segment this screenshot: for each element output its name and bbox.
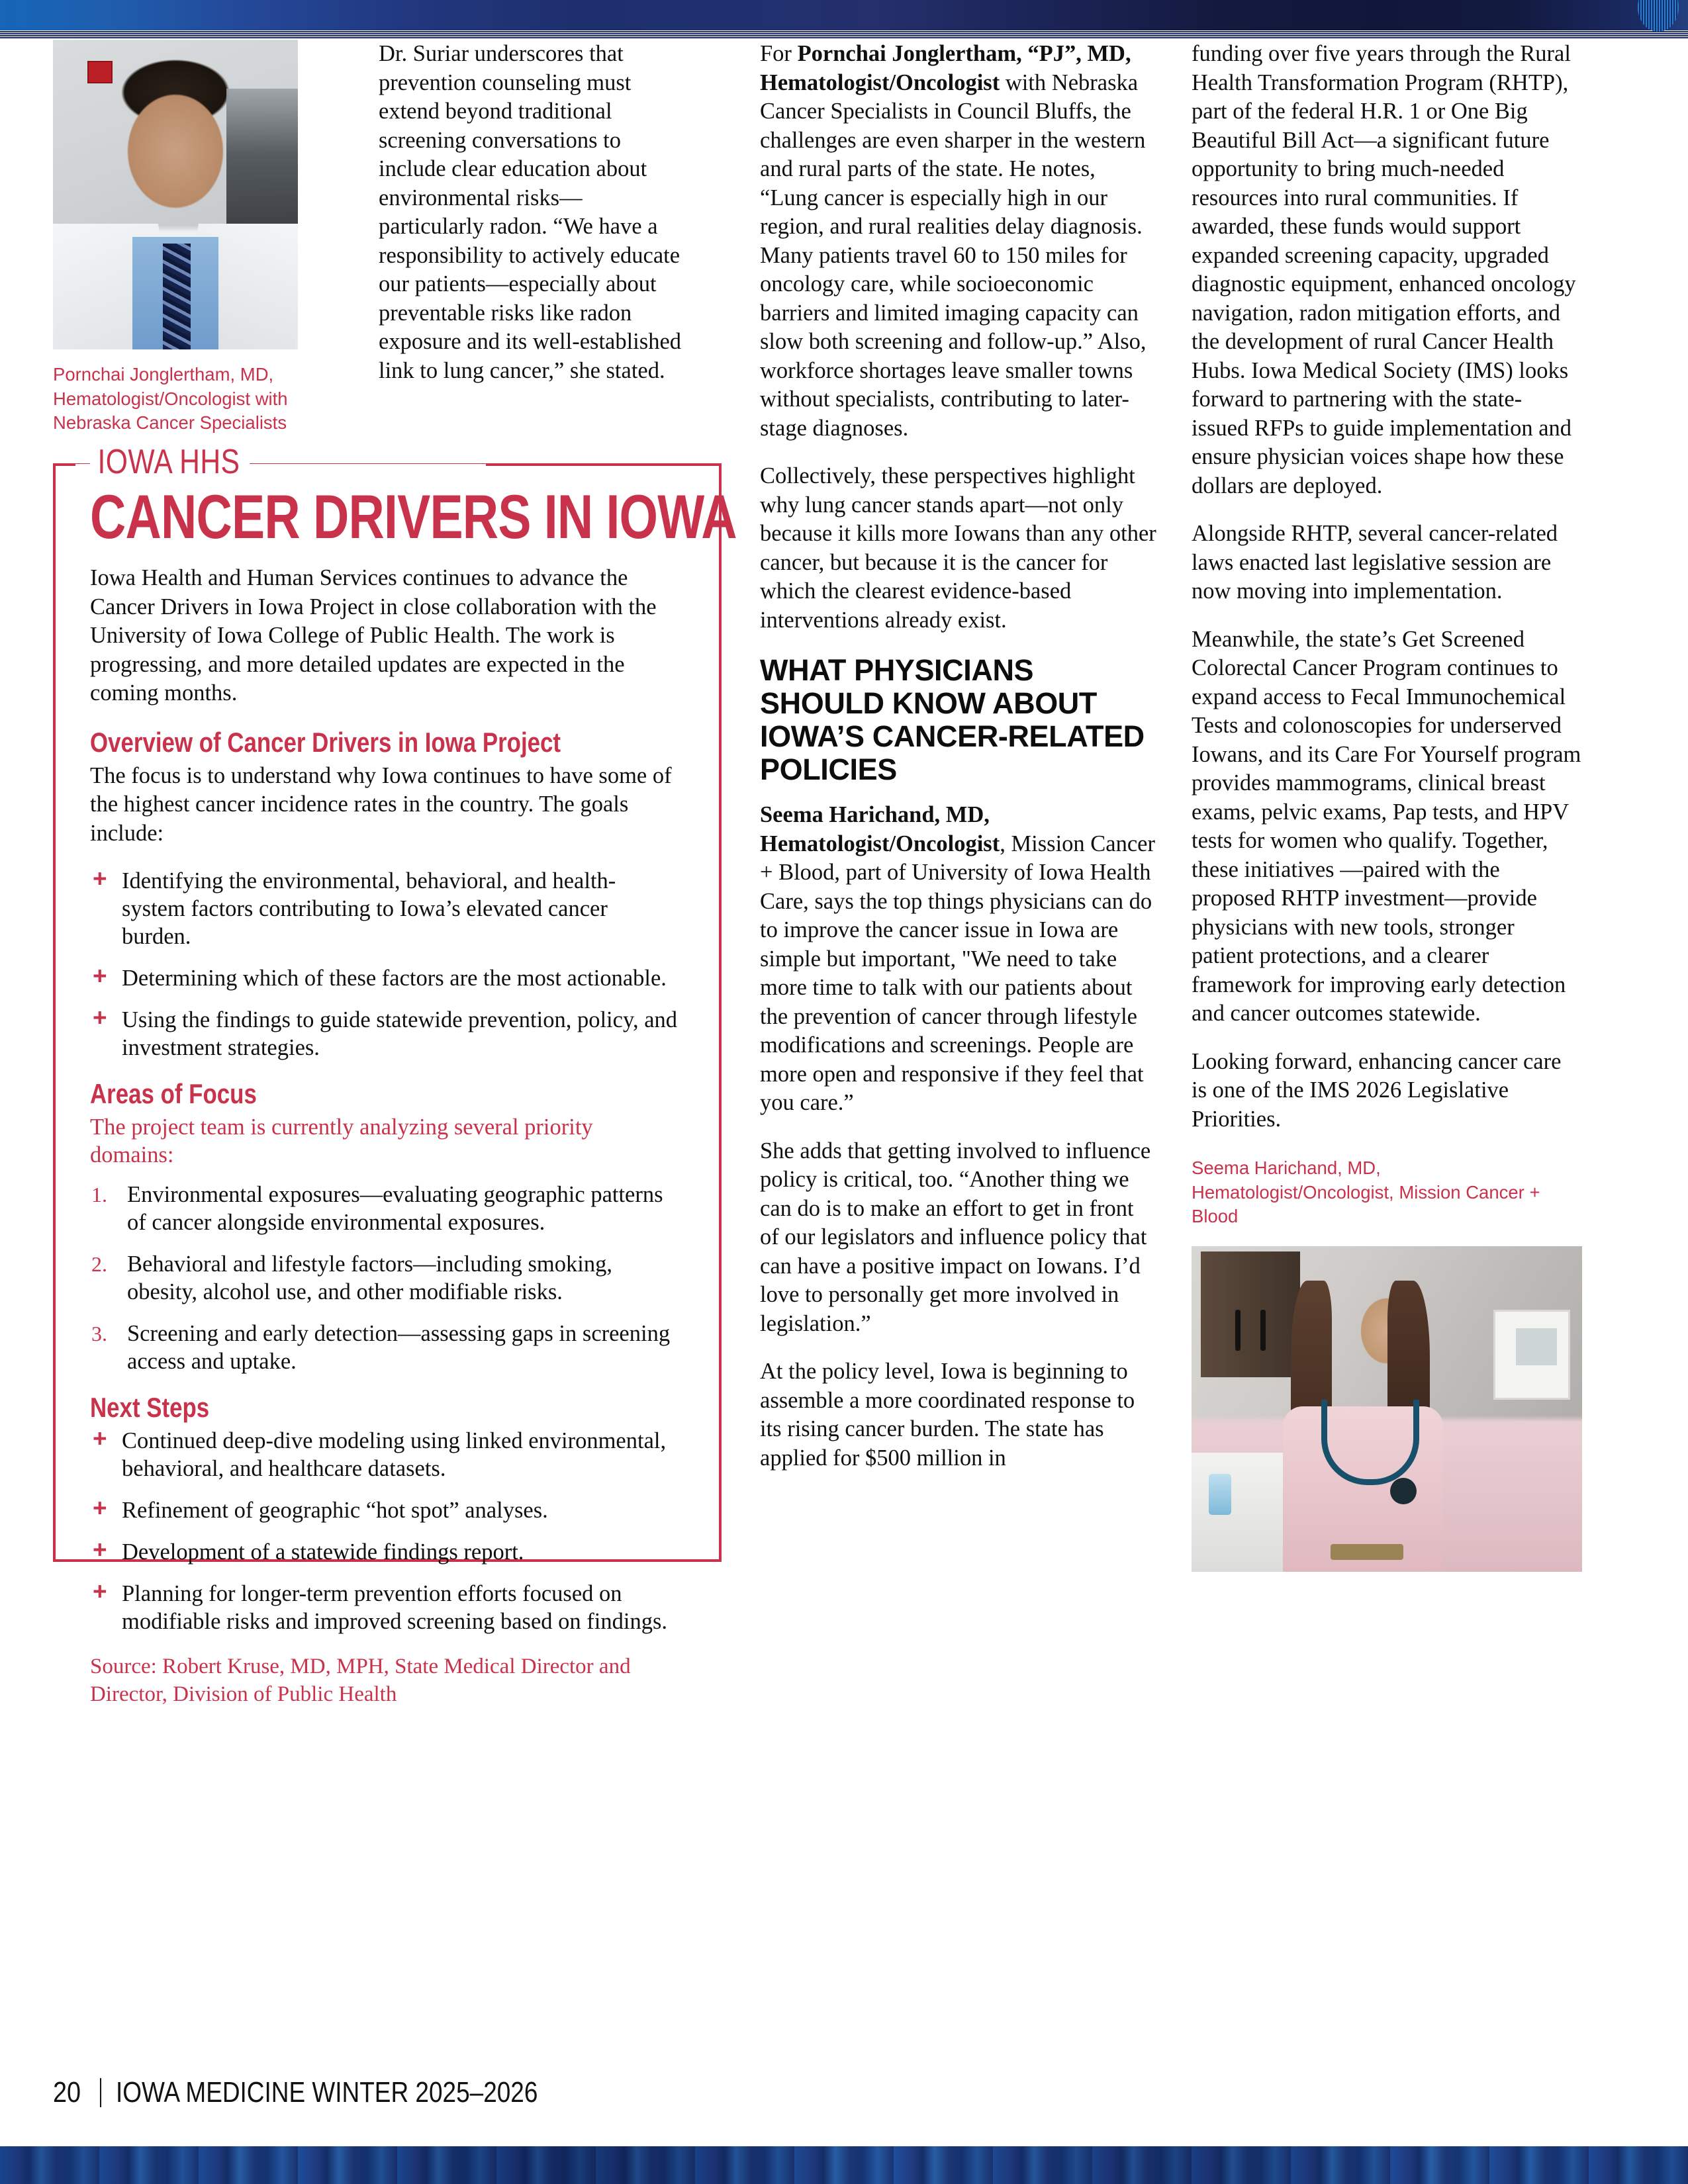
page-footer: [53, 2076, 618, 2109]
middle-column: [760, 40, 1157, 1492]
top-decorative-banner: [0, 0, 1688, 30]
right-paragraph-2: Alongside RHTP, several cancer-related laws enacted last legislative session are now moving into implementation.: [1192, 521, 1558, 604]
list-item: + Development of a statewide findings report.: [90, 1538, 679, 1566]
fire-alarm-icon: [87, 61, 113, 83]
list-marker: 1.: [91, 1183, 107, 1206]
footer-divider: [100, 2078, 101, 2107]
page-number: 20: [53, 2076, 81, 2109]
callout-kicker: IOWA HHS: [90, 442, 250, 482]
callout-body: [90, 564, 679, 1708]
list-item: [90, 1250, 679, 1306]
para3-rest: , Mission Cancer + Blood, part of University of Iowa Health Care, says the top things physicians can do to improve the cancer issue in Iowa are simple but important, "We need to take more time to talk with our patients about the prevention of cancer through lifestyle modifications and screenings. People are more open and responsive if they feel that you care.”: [760, 831, 1155, 1115]
para3-bold-name: Seema Harichand, MD, Hematologist/Oncologist: [760, 802, 1000, 856]
pornchai-jonglertham-portrait: [53, 40, 298, 349]
top-banner-rules: [0, 30, 1688, 40]
overview-bullet-list: [90, 867, 679, 1062]
areas-of-focus-heading: Areas of Focus: [90, 1078, 257, 1109]
photo-caption-harichand: Seema Harichand, MD, Hematologist/Oncologist, Mission Cancer + Blood: [1192, 1158, 1540, 1226]
cancer-drivers-callout-box: [53, 443, 737, 1706]
para1-bold-name: Pornchai Jonglertham, “PJ”, MD, Hematologist/Oncologist: [760, 41, 1131, 95]
right-column: [1192, 40, 1582, 1572]
lead-paragraph-wrap: [379, 40, 683, 404]
photo-caption-jonglertham: Pornchai Jonglertham, MD, Hematologist/Oncologist with Nebraska Cancer Specialists: [53, 364, 288, 433]
seema-harichand-portrait: [1192, 1246, 1582, 1572]
middle-paragraph-5: At the policy level, Iowa is beginning to assemble a more coordinated response to its rising cancer burden. The state has applied for $500 million in: [760, 1359, 1135, 1471]
list-item: [90, 1320, 679, 1375]
lead-paragraph: Dr. Suriar underscores that prevention counseling must extend beyond traditional screening conversations to include clear education about environmental risks—particularly radon. “We have a responsibility to actively educate our patients—especially about preventable risks like radon exposure and its well-established link to lung cancer,” she stated.: [379, 41, 682, 383]
list-item-text: Screening and early detection—assessing gaps in screening access and uptake.: [127, 1321, 671, 1374]
areas-of-focus-intro: The project team is currently analyzing several priority domains:: [90, 1115, 593, 1167]
list-marker: 3.: [91, 1322, 107, 1345]
callout-intro: Iowa Health and Human Services continues to advance the Cancer Drivers in Iowa Project in close collaboration with the University of Iowa College of Public Health. The work is progressing, and more detailed updates are expected in the coming months.: [90, 565, 657, 705]
stethoscope-icon: [1321, 1400, 1419, 1485]
right-paragraph-3: Meanwhile, the state’s Get Screened Colorectal Cancer Program continues to expand access to Fecal Immunochemical Tests and colonoscopies for underserved Iowans, and its Care For Yourself program provides mammograms, clinical breast exams, pelvic exams, Pap tests, and HPV tests for women who qualify. Together, these initiatives —paired with the proposed RHTP investment—provide physicians with new tools, stronger patient protections, and a clearer framework for improving early detection and cancer outcomes statewide.: [1192, 626, 1581, 1026]
areas-of-focus-list: [90, 1181, 679, 1375]
footer-publication: IOWA MEDICINE WINTER 2025–2026: [115, 2076, 538, 2109]
next-steps-bullet-list: [90, 1427, 679, 1635]
middle-paragraph-1: [760, 40, 1157, 443]
bottom-decorative-banner: [0, 2146, 1688, 2184]
list-item: + Using the findings to guide statewide prevention, policy, and investment strategies.: [90, 1006, 679, 1062]
next-steps-heading: Next Steps: [90, 1392, 210, 1423]
right-paragraph-1: funding over five years through the Rural Health Transformation Program (RHTP), part of the federal H.R. 1 or One Big Beautiful Bill Act—a significant future opportunity to bring much-needed resources into rural communities. If awarded, these funds would support expanded screening capacity, upgraded diagnostic equipment, enhanced oncology navigation, radon mitigation efforts, and the development of rural Cancer Health Hubs. Iowa Medical Society (IMS) looks forward to partnering with the state- issued RFPs to guide implementation and ensure physician voices shape how these dollars are deployed.: [1192, 41, 1576, 498]
list-item-text: Behavioral and lifestyle factors—including smoking, obesity, alcohol use, and other modifiable risks.: [127, 1251, 612, 1304]
source-attribution: Source: Robert Kruse, MD, MPH, State Medical Director and Director, Division of Public Health: [90, 1655, 631, 1706]
middle-paragraph-2: Collectively, these perspectives highlight why lung cancer stands apart—not only because it kills more Iowans than any other cancer, but because it is the cancer for which the clearest evidence-based interventions already exist.: [760, 463, 1156, 633]
overview-body: The focus is to understand why Iowa continues to have some of the highest cancer incidence rates in the country. The goals include:: [90, 762, 672, 846]
list-item: + Refinement of geographic “hot spot” analyses.: [90, 1496, 679, 1524]
page-content: [0, 40, 1688, 2105]
list-item: + Identifying the environmental, behavioral, and health-system factors contributing to Iowa’s elevated cancer burden.: [90, 867, 679, 950]
para1-prefix: For: [760, 41, 798, 66]
list-item: + Planning for longer-term prevention efforts focused on modifiable risks and improved screening based on findings.: [90, 1580, 679, 1635]
middle-paragraph-4: She adds that getting involved to influence policy is critical, too. “Another thing we can do is to make an effort to get in front of our legislators and influence policy that can have a positive impact on Iowans. I’d love to personally get more involved in legislation.”: [760, 1138, 1151, 1336]
middle-paragraph-3: [760, 801, 1157, 1118]
list-item: + Determining which of these factors are the most actionable.: [90, 964, 679, 992]
list-item-text: Environmental exposures—evaluating geographic patterns of cancer alongside environmental exposures.: [127, 1182, 663, 1235]
list-marker: 2.: [91, 1252, 107, 1276]
overview-heading: Overview of Cancer Drivers in Iowa Project: [90, 726, 561, 758]
what-physicians-should-know-heading: WHAT PHYSICIANS SHOULD KNOW ABOUT IOWA’S CANCER-RELATED POLICIES: [760, 653, 1145, 786]
para1-rest: with Nebraska Cancer Specialists in Council Bluffs, the challenges are even sharper in the western and rural parts of the state. He notes, “Lung cancer is especially high in our region, and rural realities delay diagnosis. Many patients travel 60 to 150 miles for oncology care, while socioeconomic barriers and limited imaging capacity can slow both screening and follow-up.” Also, workforce shortages leave smaller towns without specialists, contributing to later-stage diagnoses.: [760, 69, 1147, 441]
right-paragraph-4: Looking forward, enhancing cancer care is one of the IMS 2026 Legislative Priorities.: [1192, 1048, 1562, 1132]
list-item: [90, 1181, 679, 1236]
callout-title: CANCER DRIVERS IN IOWA: [90, 482, 737, 551]
list-item: + Continued deep-dive modeling using linked environmental, behavioral, and healthcare datasets.: [90, 1427, 679, 1482]
